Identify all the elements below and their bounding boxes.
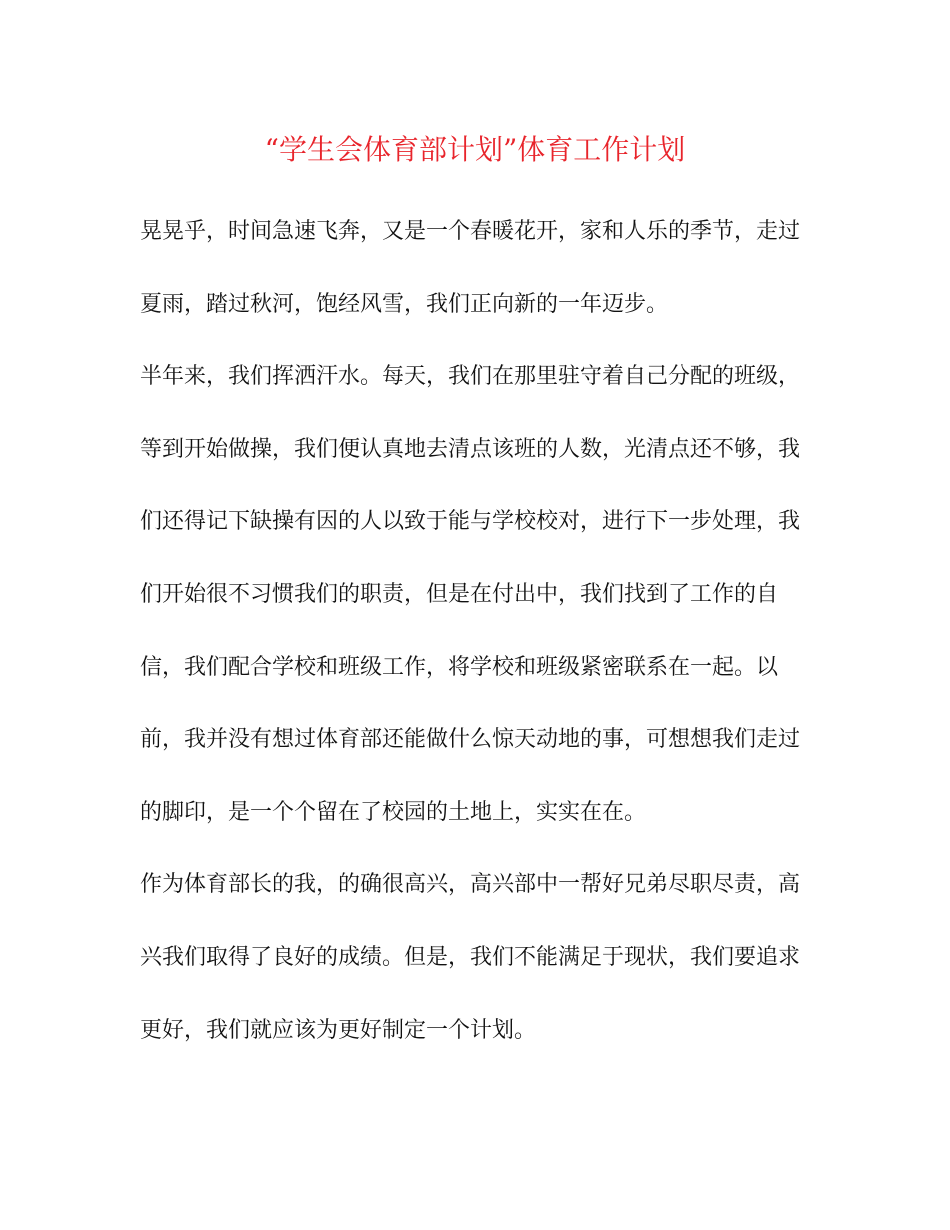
text-line: 们开始很不习惯我们的职责，但是在付出中，我们找到了工作的自 [140,581,779,607]
text-line: 作为体育部长的我，的确很高兴，高兴部中一帮好兄弟尽职尽责，高 [140,872,801,898]
text-line: 半年来，我们挥洒汗水。每天，我们在那里驻守着自己分配的班级， [140,364,801,390]
text-line: 们还得记下缺操有因的人以致于能与学校校对，进行下一步处理，我 [140,509,801,535]
text-line: 前，我并没有想过体育部还能做什么惊天动地的事，可想想我们走过 [140,727,801,753]
text-line: 的脚印，是一个个留在了校园的土地上，实实在在。 [140,799,647,825]
paragraph-1 [140,212,800,357]
text-line: 夏雨，踏过秋河，饱经风雪，我们正向新的一年迈步。 [140,291,669,317]
paragraph-2 [140,357,800,865]
text-line: 等到开始做操，我们便认真地去清点该班的人数，光清点还不够，我 [140,436,801,462]
text-line: 信，我们配合学校和班级工作，将学校和班级紧密联系在一起。以 [140,654,779,680]
text-line: 更好，我们就应该为更好制定一个计划。 [140,1017,537,1043]
text-line: 晃晃乎，时间急速飞奔，又是一个春暖花开，家和人乐的季节，走过 [140,219,801,244]
paragraph-3 [140,865,800,1083]
text-line: 兴我们取得了良好的成绩。但是，我们不能满足于现状，我们要追求 [140,944,801,970]
document-title: “学生会体育部计划”体育工作计划 [264,133,686,166]
document-body [140,212,800,1083]
